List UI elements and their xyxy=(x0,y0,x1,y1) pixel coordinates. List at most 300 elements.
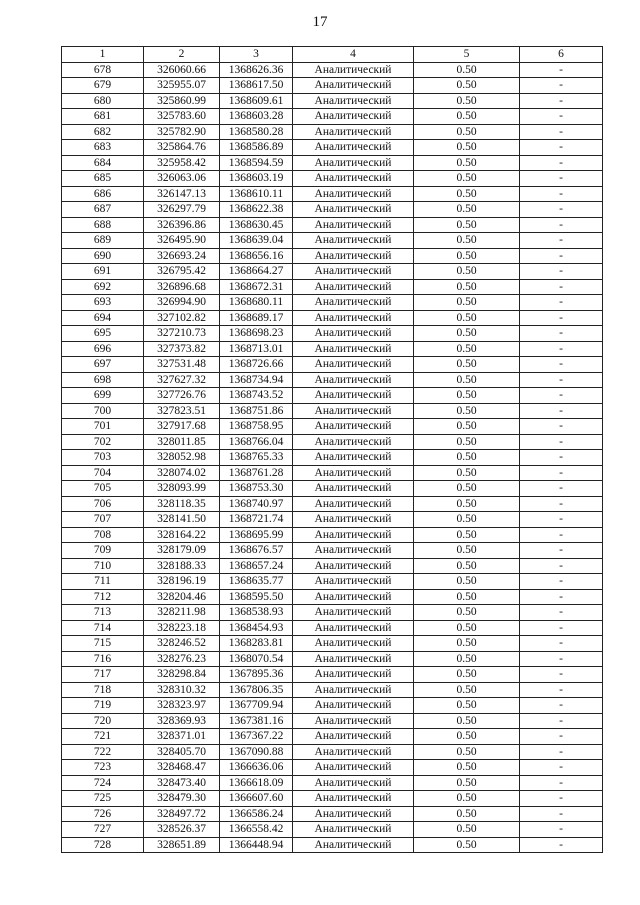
point-number-cell: 715 xyxy=(62,636,144,652)
column-header-2: 2 xyxy=(144,47,220,63)
x-coordinate-cell: 328196.19 xyxy=(144,574,220,590)
table-row xyxy=(62,636,603,652)
table-row xyxy=(62,264,603,280)
method-cell: Аналитический xyxy=(293,93,414,109)
method-cell: Аналитический xyxy=(293,155,414,171)
note-cell: - xyxy=(520,558,603,574)
method-cell: Аналитический xyxy=(293,217,414,233)
table-row xyxy=(62,326,603,342)
accuracy-cell: 0.50 xyxy=(414,248,520,264)
x-coordinate-cell: 326297.79 xyxy=(144,202,220,218)
x-coordinate-cell: 328093.99 xyxy=(144,481,220,497)
table-body xyxy=(62,62,603,853)
note-cell: - xyxy=(520,186,603,202)
accuracy-cell: 0.50 xyxy=(414,775,520,791)
note-cell: - xyxy=(520,450,603,466)
x-coordinate-cell: 326495.90 xyxy=(144,233,220,249)
point-number-cell: 681 xyxy=(62,109,144,125)
table-row xyxy=(62,837,603,853)
table-row xyxy=(62,589,603,605)
y-coordinate-cell: 1367367.22 xyxy=(220,729,293,745)
x-coordinate-cell: 326896.68 xyxy=(144,279,220,295)
y-coordinate-cell: 1368580.28 xyxy=(220,124,293,140)
accuracy-cell: 0.50 xyxy=(414,450,520,466)
y-coordinate-cell: 1368622.38 xyxy=(220,202,293,218)
point-number-cell: 723 xyxy=(62,760,144,776)
table-row xyxy=(62,419,603,435)
y-coordinate-cell: 1368617.50 xyxy=(220,78,293,94)
note-cell: - xyxy=(520,496,603,512)
table-row xyxy=(62,171,603,187)
x-coordinate-cell: 327627.32 xyxy=(144,372,220,388)
y-coordinate-cell: 1367806.35 xyxy=(220,682,293,698)
y-coordinate-cell: 1368740.97 xyxy=(220,496,293,512)
accuracy-cell: 0.50 xyxy=(414,295,520,311)
point-number-cell: 678 xyxy=(62,62,144,78)
note-cell: - xyxy=(520,667,603,683)
y-coordinate-cell: 1367709.94 xyxy=(220,698,293,714)
y-coordinate-cell: 1368609.61 xyxy=(220,93,293,109)
accuracy-cell: 0.50 xyxy=(414,558,520,574)
x-coordinate-cell: 328371.01 xyxy=(144,729,220,745)
x-coordinate-cell: 327726.76 xyxy=(144,388,220,404)
accuracy-cell: 0.50 xyxy=(414,419,520,435)
y-coordinate-cell: 1368676.57 xyxy=(220,543,293,559)
method-cell: Аналитический xyxy=(293,729,414,745)
accuracy-cell: 0.50 xyxy=(414,62,520,78)
note-cell: - xyxy=(520,620,603,636)
y-coordinate-cell: 1368630.45 xyxy=(220,217,293,233)
table-row xyxy=(62,93,603,109)
x-coordinate-cell: 328141.50 xyxy=(144,512,220,528)
note-cell: - xyxy=(520,636,603,652)
accuracy-cell: 0.50 xyxy=(414,667,520,683)
accuracy-cell: 0.50 xyxy=(414,729,520,745)
x-coordinate-cell: 325860.99 xyxy=(144,93,220,109)
column-header-6: 6 xyxy=(520,47,603,63)
y-coordinate-cell: 1368603.19 xyxy=(220,171,293,187)
x-coordinate-cell: 326060.66 xyxy=(144,62,220,78)
x-coordinate-cell: 325783.60 xyxy=(144,109,220,125)
x-coordinate-cell: 328526.37 xyxy=(144,822,220,838)
accuracy-cell: 0.50 xyxy=(414,357,520,373)
accuracy-cell: 0.50 xyxy=(414,155,520,171)
x-coordinate-cell: 326396.86 xyxy=(144,217,220,233)
x-coordinate-cell: 327210.73 xyxy=(144,326,220,342)
point-number-cell: 724 xyxy=(62,775,144,791)
method-cell: Аналитический xyxy=(293,744,414,760)
note-cell: - xyxy=(520,233,603,249)
point-number-cell: 688 xyxy=(62,217,144,233)
table-header-row xyxy=(62,47,603,63)
point-number-cell: 708 xyxy=(62,527,144,543)
accuracy-cell: 0.50 xyxy=(414,822,520,838)
note-cell: - xyxy=(520,295,603,311)
method-cell: Аналитический xyxy=(293,713,414,729)
y-coordinate-cell: 1368695.99 xyxy=(220,527,293,543)
method-cell: Аналитический xyxy=(293,822,414,838)
note-cell: - xyxy=(520,419,603,435)
note-cell: - xyxy=(520,109,603,125)
note-cell: - xyxy=(520,651,603,667)
y-coordinate-cell: 1368766.04 xyxy=(220,434,293,450)
note-cell: - xyxy=(520,527,603,543)
table-row xyxy=(62,372,603,388)
y-coordinate-cell: 1368635.77 xyxy=(220,574,293,590)
table-row xyxy=(62,822,603,838)
note-cell: - xyxy=(520,543,603,559)
y-coordinate-cell: 1367381.16 xyxy=(220,713,293,729)
accuracy-cell: 0.50 xyxy=(414,651,520,667)
y-coordinate-cell: 1368680.11 xyxy=(220,295,293,311)
method-cell: Аналитический xyxy=(293,605,414,621)
method-cell: Аналитический xyxy=(293,543,414,559)
accuracy-cell: 0.50 xyxy=(414,527,520,543)
table-row xyxy=(62,760,603,776)
x-coordinate-cell: 326795.42 xyxy=(144,264,220,280)
accuracy-cell: 0.50 xyxy=(414,636,520,652)
accuracy-cell: 0.50 xyxy=(414,388,520,404)
x-coordinate-cell: 328223.18 xyxy=(144,620,220,636)
y-coordinate-cell: 1368721.74 xyxy=(220,512,293,528)
x-coordinate-cell: 328651.89 xyxy=(144,837,220,853)
x-coordinate-cell: 328179.09 xyxy=(144,543,220,559)
method-cell: Аналитический xyxy=(293,78,414,94)
point-number-cell: 702 xyxy=(62,434,144,450)
table-row xyxy=(62,744,603,760)
method-cell: Аналитический xyxy=(293,527,414,543)
note-cell: - xyxy=(520,279,603,295)
x-coordinate-cell: 326693.24 xyxy=(144,248,220,264)
point-number-cell: 684 xyxy=(62,155,144,171)
table-row xyxy=(62,78,603,94)
method-cell: Аналитический xyxy=(293,403,414,419)
table-row xyxy=(62,155,603,171)
note-cell: - xyxy=(520,713,603,729)
x-coordinate-cell: 328246.52 xyxy=(144,636,220,652)
x-coordinate-cell: 328298.84 xyxy=(144,667,220,683)
note-cell: - xyxy=(520,806,603,822)
method-cell: Аналитический xyxy=(293,372,414,388)
note-cell: - xyxy=(520,744,603,760)
method-cell: Аналитический xyxy=(293,791,414,807)
table-row xyxy=(62,651,603,667)
x-coordinate-cell: 326994.90 xyxy=(144,295,220,311)
y-coordinate-cell: 1368765.33 xyxy=(220,450,293,466)
table-row xyxy=(62,667,603,683)
note-cell: - xyxy=(520,310,603,326)
table-row xyxy=(62,403,603,419)
accuracy-cell: 0.50 xyxy=(414,465,520,481)
table-row xyxy=(62,698,603,714)
y-coordinate-cell: 1367895.36 xyxy=(220,667,293,683)
point-number-cell: 695 xyxy=(62,326,144,342)
note-cell: - xyxy=(520,248,603,264)
table-row xyxy=(62,450,603,466)
y-coordinate-cell: 1367090.88 xyxy=(220,744,293,760)
accuracy-cell: 0.50 xyxy=(414,791,520,807)
x-coordinate-cell: 327823.51 xyxy=(144,403,220,419)
accuracy-cell: 0.50 xyxy=(414,202,520,218)
accuracy-cell: 0.50 xyxy=(414,713,520,729)
point-number-cell: 712 xyxy=(62,589,144,605)
column-header-4: 4 xyxy=(293,47,414,63)
accuracy-cell: 0.50 xyxy=(414,233,520,249)
method-cell: Аналитический xyxy=(293,698,414,714)
table-row xyxy=(62,217,603,233)
accuracy-cell: 0.50 xyxy=(414,109,520,125)
point-number-cell: 719 xyxy=(62,698,144,714)
method-cell: Аналитический xyxy=(293,140,414,156)
point-number-cell: 689 xyxy=(62,233,144,249)
y-coordinate-cell: 1368283.81 xyxy=(220,636,293,652)
y-coordinate-cell: 1368753.30 xyxy=(220,481,293,497)
y-coordinate-cell: 1368657.24 xyxy=(220,558,293,574)
point-number-cell: 714 xyxy=(62,620,144,636)
point-number-cell: 680 xyxy=(62,93,144,109)
x-coordinate-cell: 328074.02 xyxy=(144,465,220,481)
note-cell: - xyxy=(520,822,603,838)
accuracy-cell: 0.50 xyxy=(414,682,520,698)
x-coordinate-cell: 328369.93 xyxy=(144,713,220,729)
method-cell: Аналитический xyxy=(293,574,414,590)
note-cell: - xyxy=(520,78,603,94)
point-number-cell: 690 xyxy=(62,248,144,264)
note-cell: - xyxy=(520,837,603,853)
y-coordinate-cell: 1368664.27 xyxy=(220,264,293,280)
x-coordinate-cell: 327917.68 xyxy=(144,419,220,435)
note-cell: - xyxy=(520,171,603,187)
table-row xyxy=(62,729,603,745)
table-row xyxy=(62,481,603,497)
note-cell: - xyxy=(520,605,603,621)
table-row xyxy=(62,186,603,202)
method-cell: Аналитический xyxy=(293,62,414,78)
point-number-cell: 725 xyxy=(62,791,144,807)
point-number-cell: 726 xyxy=(62,806,144,822)
page-number: 17 xyxy=(312,14,328,30)
accuracy-cell: 0.50 xyxy=(414,124,520,140)
accuracy-cell: 0.50 xyxy=(414,620,520,636)
y-coordinate-cell: 1368454.93 xyxy=(220,620,293,636)
method-cell: Аналитический xyxy=(293,620,414,636)
note-cell: - xyxy=(520,264,603,280)
accuracy-cell: 0.50 xyxy=(414,310,520,326)
method-cell: Аналитический xyxy=(293,558,414,574)
accuracy-cell: 0.50 xyxy=(414,496,520,512)
table-row xyxy=(62,713,603,729)
note-cell: - xyxy=(520,341,603,357)
point-number-cell: 687 xyxy=(62,202,144,218)
x-coordinate-cell: 325955.07 xyxy=(144,78,220,94)
accuracy-cell: 0.50 xyxy=(414,93,520,109)
x-coordinate-cell: 328276.23 xyxy=(144,651,220,667)
accuracy-cell: 0.50 xyxy=(414,605,520,621)
note-cell: - xyxy=(520,326,603,342)
note-cell: - xyxy=(520,434,603,450)
table-row xyxy=(62,233,603,249)
x-coordinate-cell: 328011.85 xyxy=(144,434,220,450)
x-coordinate-cell: 328211.98 xyxy=(144,605,220,621)
note-cell: - xyxy=(520,202,603,218)
y-coordinate-cell: 1366586.24 xyxy=(220,806,293,822)
table-row xyxy=(62,109,603,125)
point-number-cell: 706 xyxy=(62,496,144,512)
note-cell: - xyxy=(520,512,603,528)
y-coordinate-cell: 1368594.59 xyxy=(220,155,293,171)
method-cell: Аналитический xyxy=(293,481,414,497)
x-coordinate-cell: 328479.30 xyxy=(144,791,220,807)
y-coordinate-cell: 1366448.94 xyxy=(220,837,293,853)
y-coordinate-cell: 1368626.36 xyxy=(220,62,293,78)
x-coordinate-cell: 328052.98 xyxy=(144,450,220,466)
note-cell: - xyxy=(520,388,603,404)
method-cell: Аналитический xyxy=(293,651,414,667)
y-coordinate-cell: 1368761.28 xyxy=(220,465,293,481)
note-cell: - xyxy=(520,589,603,605)
point-number-cell: 717 xyxy=(62,667,144,683)
x-coordinate-cell: 328118.35 xyxy=(144,496,220,512)
method-cell: Аналитический xyxy=(293,326,414,342)
x-coordinate-cell: 328188.33 xyxy=(144,558,220,574)
x-coordinate-cell: 327102.82 xyxy=(144,310,220,326)
y-coordinate-cell: 1368689.17 xyxy=(220,310,293,326)
y-coordinate-cell: 1368698.23 xyxy=(220,326,293,342)
note-cell: - xyxy=(520,775,603,791)
method-cell: Аналитический xyxy=(293,667,414,683)
y-coordinate-cell: 1368070.54 xyxy=(220,651,293,667)
x-coordinate-cell: 325958.42 xyxy=(144,155,220,171)
y-coordinate-cell: 1368758.95 xyxy=(220,419,293,435)
x-coordinate-cell: 325782.90 xyxy=(144,124,220,140)
y-coordinate-cell: 1366558.42 xyxy=(220,822,293,838)
column-header-5: 5 xyxy=(414,47,520,63)
note-cell: - xyxy=(520,155,603,171)
accuracy-cell: 0.50 xyxy=(414,326,520,342)
method-cell: Аналитический xyxy=(293,279,414,295)
note-cell: - xyxy=(520,372,603,388)
method-cell: Аналитический xyxy=(293,496,414,512)
point-number-cell: 718 xyxy=(62,682,144,698)
table-row xyxy=(62,682,603,698)
method-cell: Аналитический xyxy=(293,171,414,187)
accuracy-cell: 0.50 xyxy=(414,481,520,497)
accuracy-cell: 0.50 xyxy=(414,403,520,419)
point-number-cell: 710 xyxy=(62,558,144,574)
y-coordinate-cell: 1366636.06 xyxy=(220,760,293,776)
method-cell: Аналитический xyxy=(293,295,414,311)
y-coordinate-cell: 1366607.60 xyxy=(220,791,293,807)
method-cell: Аналитический xyxy=(293,450,414,466)
y-coordinate-cell: 1366618.09 xyxy=(220,775,293,791)
table-row xyxy=(62,202,603,218)
y-coordinate-cell: 1368538.93 xyxy=(220,605,293,621)
x-coordinate-cell: 327373.82 xyxy=(144,341,220,357)
table-row xyxy=(62,806,603,822)
point-number-cell: 692 xyxy=(62,279,144,295)
method-cell: Аналитический xyxy=(293,186,414,202)
point-number-cell: 722 xyxy=(62,744,144,760)
method-cell: Аналитический xyxy=(293,109,414,125)
note-cell: - xyxy=(520,574,603,590)
accuracy-cell: 0.50 xyxy=(414,574,520,590)
y-coordinate-cell: 1368751.86 xyxy=(220,403,293,419)
note-cell: - xyxy=(520,698,603,714)
point-number-cell: 691 xyxy=(62,264,144,280)
method-cell: Аналитический xyxy=(293,837,414,853)
method-cell: Аналитический xyxy=(293,589,414,605)
accuracy-cell: 0.50 xyxy=(414,543,520,559)
point-number-cell: 679 xyxy=(62,78,144,94)
point-number-cell: 703 xyxy=(62,450,144,466)
point-number-cell: 721 xyxy=(62,729,144,745)
method-cell: Аналитический xyxy=(293,682,414,698)
table-row xyxy=(62,512,603,528)
method-cell: Аналитический xyxy=(293,806,414,822)
method-cell: Аналитический xyxy=(293,264,414,280)
accuracy-cell: 0.50 xyxy=(414,264,520,280)
accuracy-cell: 0.50 xyxy=(414,512,520,528)
point-number-cell: 694 xyxy=(62,310,144,326)
y-coordinate-cell: 1368595.50 xyxy=(220,589,293,605)
method-cell: Аналитический xyxy=(293,760,414,776)
note-cell: - xyxy=(520,729,603,745)
accuracy-cell: 0.50 xyxy=(414,372,520,388)
point-number-cell: 709 xyxy=(62,543,144,559)
y-coordinate-cell: 1368586.89 xyxy=(220,140,293,156)
x-coordinate-cell: 326147.13 xyxy=(144,186,220,202)
table-row xyxy=(62,527,603,543)
table-row xyxy=(62,620,603,636)
y-coordinate-cell: 1368610.11 xyxy=(220,186,293,202)
table-row xyxy=(62,558,603,574)
table-row xyxy=(62,279,603,295)
table-row xyxy=(62,248,603,264)
accuracy-cell: 0.50 xyxy=(414,171,520,187)
method-cell: Аналитический xyxy=(293,124,414,140)
x-coordinate-cell: 328310.32 xyxy=(144,682,220,698)
note-cell: - xyxy=(520,760,603,776)
accuracy-cell: 0.50 xyxy=(414,186,520,202)
note-cell: - xyxy=(520,217,603,233)
point-number-cell: 720 xyxy=(62,713,144,729)
x-coordinate-cell: 326063.06 xyxy=(144,171,220,187)
point-number-cell: 700 xyxy=(62,403,144,419)
note-cell: - xyxy=(520,357,603,373)
point-number-cell: 707 xyxy=(62,512,144,528)
x-coordinate-cell: 328323.97 xyxy=(144,698,220,714)
table-row xyxy=(62,496,603,512)
table-row xyxy=(62,574,603,590)
point-number-cell: 727 xyxy=(62,822,144,838)
table-row xyxy=(62,791,603,807)
note-cell: - xyxy=(520,791,603,807)
accuracy-cell: 0.50 xyxy=(414,217,520,233)
method-cell: Аналитический xyxy=(293,512,414,528)
y-coordinate-cell: 1368639.04 xyxy=(220,233,293,249)
table-row xyxy=(62,388,603,404)
note-cell: - xyxy=(520,140,603,156)
table-row xyxy=(62,465,603,481)
x-coordinate-cell: 325864.76 xyxy=(144,140,220,156)
point-number-cell: 696 xyxy=(62,341,144,357)
point-number-cell: 683 xyxy=(62,140,144,156)
y-coordinate-cell: 1368743.52 xyxy=(220,388,293,404)
table-row xyxy=(62,605,603,621)
method-cell: Аналитический xyxy=(293,465,414,481)
accuracy-cell: 0.50 xyxy=(414,744,520,760)
accuracy-cell: 0.50 xyxy=(414,279,520,295)
